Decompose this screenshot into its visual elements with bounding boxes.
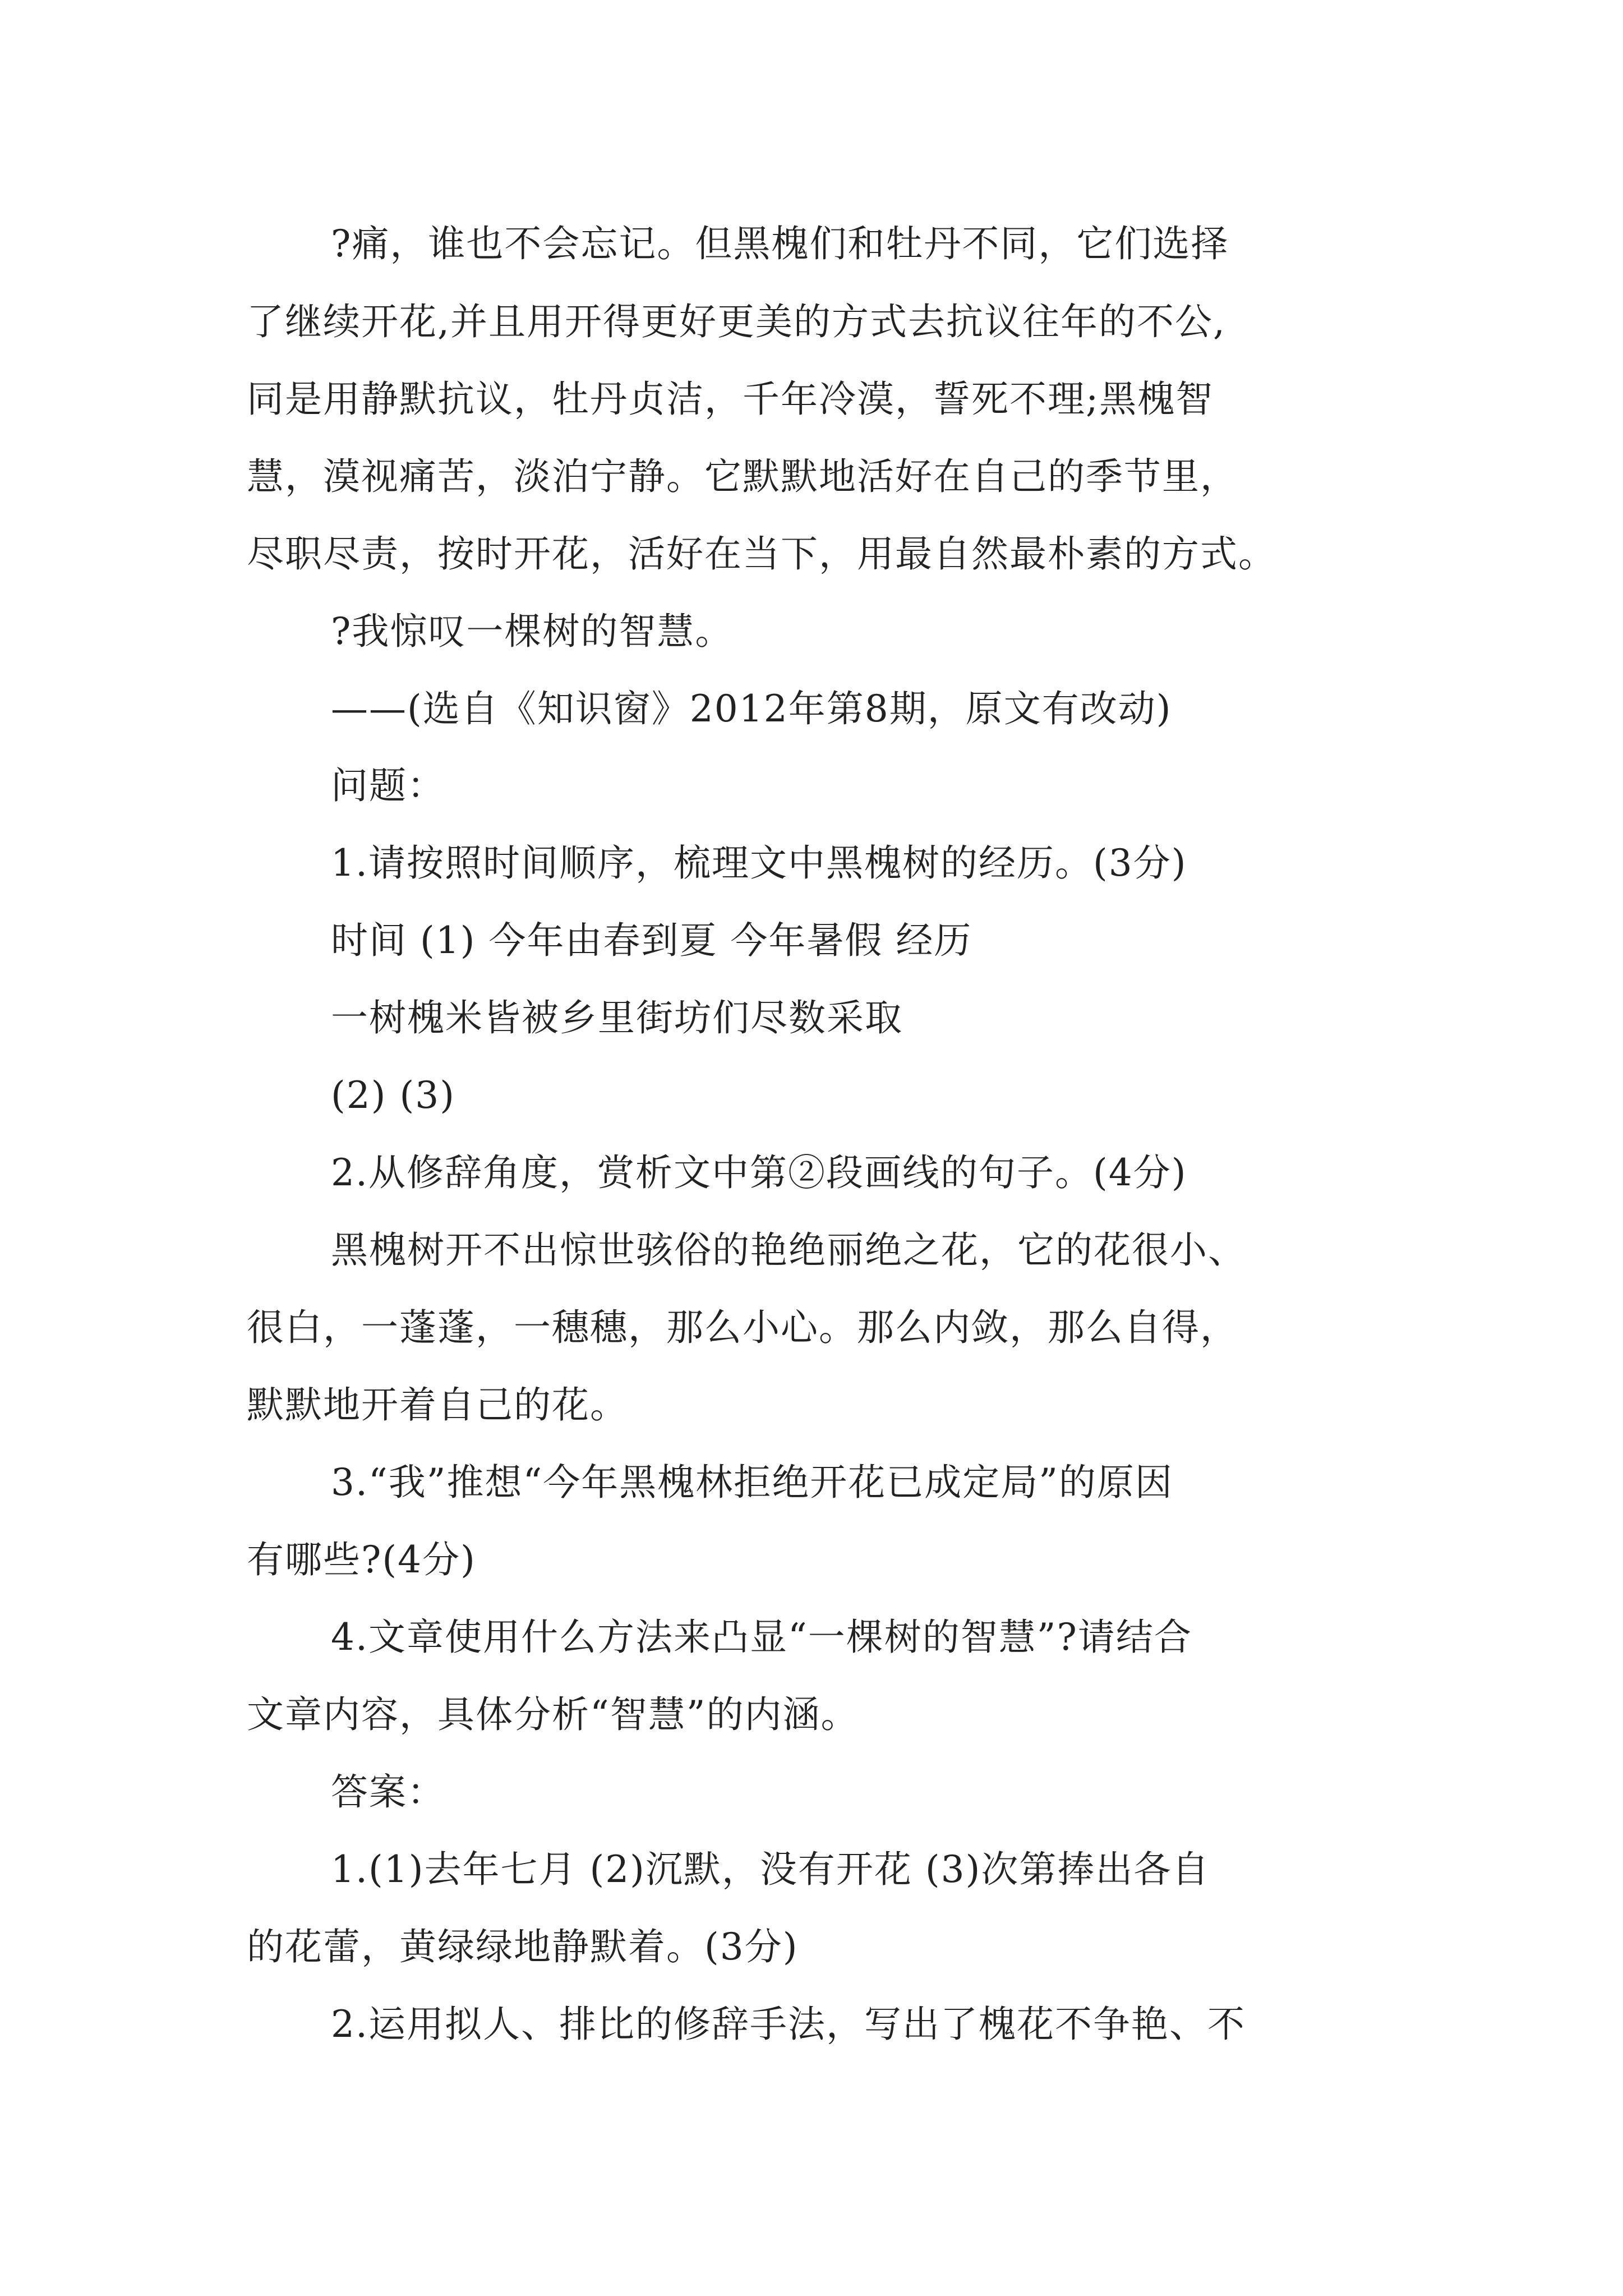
question-3: 3.“我”推想“今年黑槐林拒绝开花已成定局”的原因 (331, 1461, 1173, 1504)
answers-heading: 答案： (331, 1770, 445, 1814)
question-1: 1.请按照时间顺序，梳理文中黑槐树的经历。(3分) (331, 841, 1187, 885)
question-2: 2.从修辞角度，赏析文中第②段画线的句子。(4分) (331, 1151, 1187, 1194)
passage-line: 同是用静默抗议，牡丹贞洁，千年冷漠，誓死不理;黑槐智 (247, 378, 1214, 421)
question-1-table-row: (2) (3) (331, 1074, 455, 1117)
passage-line: 慧，漠视痛苦，淡泊宁静。它默默地活好在自己的季节里， (247, 455, 1238, 498)
questions-heading: 问题： (331, 764, 445, 807)
source-citation: ——(选自《知识窗》2012年第8期，原文有改动) (331, 687, 1172, 730)
passage-closing: ?我惊叹一棵树的智慧。 (331, 610, 734, 653)
passage-line: 尽职尽责，按时开花，活好在当下，用最自然最朴素的方式。 (247, 532, 1276, 576)
question-3: 有哪些?(4分) (247, 1538, 476, 1581)
question-1-table-row: 时间 (1) 今年由春到夏 今年暑假 经历 (331, 919, 972, 962)
question-2-quote-line: 黑槐树开不出惊世骇俗的艳绝丽绝之花，它的花很小、 (331, 1228, 1246, 1272)
answer-1: 的花蕾，黄绿绿地静默着。(3分) (247, 1925, 799, 1968)
passage-line: ?痛，谁也不会忘记。但黑槐们和牡丹不同，它们选择 (331, 222, 1229, 265)
question-4: 4.文章使用什么方法来凸显“一棵树的智慧”?请结合 (331, 1616, 1192, 1659)
passage-line: 了继续开花,并且用开得更好更美的方式去抗议往年的不公, (247, 300, 1226, 343)
question-2-quote-line: 很白，一蓬蓬，一穗穗，那么小心。那么内敛，那么自得， (247, 1306, 1238, 1349)
answer-2: 2.运用拟人、排比的修辞手法，写出了槐花不争艳、不 (331, 2003, 1246, 2046)
answer-1: 1.(1)去年七月 (2)沉默，没有开花 (3)次第捧出各自 (331, 1848, 1210, 1891)
question-2-quote-line: 默默地开着自己的花。 (247, 1383, 628, 1427)
question-1-table-row: 一树槐米皆被乡里街坊们尽数采取 (331, 996, 903, 1039)
question-4: 文章内容，具体分析“智慧”的内涵。 (247, 1693, 859, 1736)
